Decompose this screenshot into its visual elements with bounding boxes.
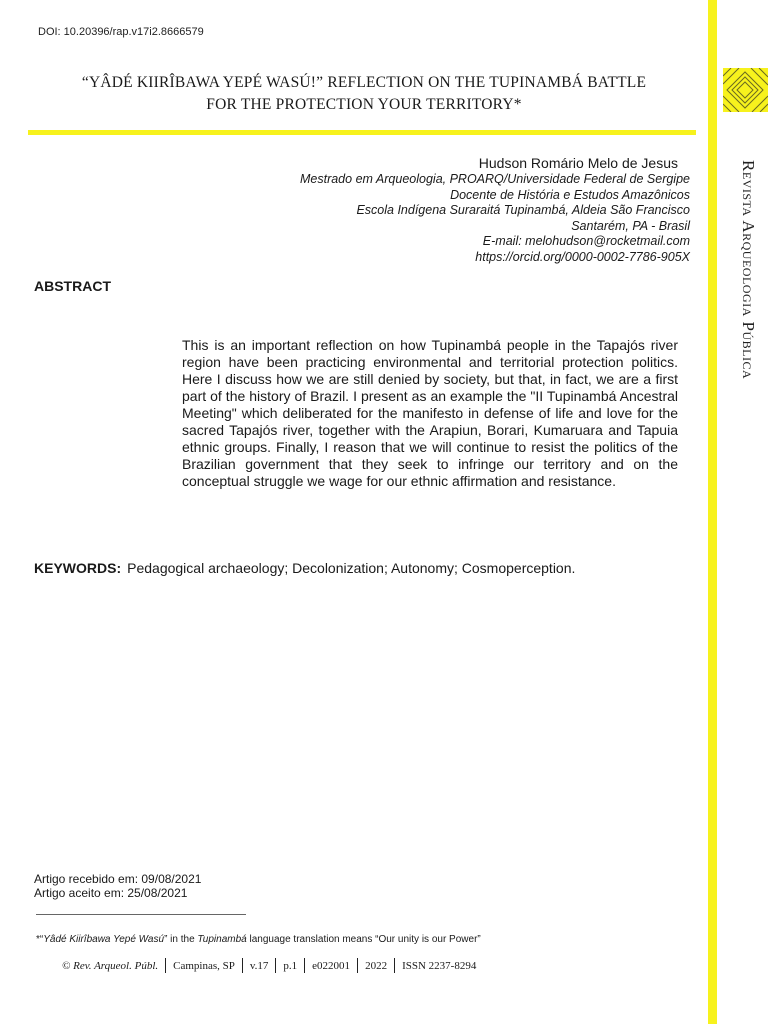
- footnote: [36, 934, 481, 945]
- footer-page: p.1: [283, 959, 298, 972]
- doi-line: DOI: 10.20396/rap.v17i2.8666579: [38, 26, 204, 38]
- author-name: Hudson Romário Melo de Jesus: [478, 155, 678, 171]
- footnote-rest: language translation means “Our unity is our Power”: [246, 934, 481, 945]
- footer-separator: [165, 958, 166, 973]
- abstract-heading: ABSTRACT: [34, 278, 111, 294]
- footer-separator: [357, 958, 358, 973]
- page-footer: [62, 958, 476, 973]
- title-line-2: FOR THE PROTECTION YOUR TERRITORY*: [206, 96, 522, 113]
- author-email[interactable]: E-mail: melohudson@rocketmail.com: [482, 234, 690, 248]
- title-line-1: “YÂDÉ KIIRÎBAWA YEPÉ WASÚ!” REFLECTION ON THE TUPINAMBÁ BATTLE: [81, 74, 647, 91]
- article-title: [34, 72, 694, 116]
- keywords-label: KEYWORDS:: [34, 560, 122, 576]
- article-dates: [34, 873, 201, 900]
- footer-citation: © Rev. Arqueol. Públ.: [62, 959, 159, 972]
- footnote-language: Tupinambá: [197, 934, 247, 945]
- footer-separator: [394, 958, 395, 973]
- journal-logo: [723, 68, 768, 112]
- side-accent-bar: [708, 0, 717, 1024]
- author-orcid-link[interactable]: https://orcid.org/0000-0002-7786-905X: [475, 249, 690, 264]
- footnote-mark: *“: [36, 934, 44, 945]
- footer-separator: [275, 958, 276, 973]
- keywords: [34, 560, 575, 576]
- title-underline: [28, 130, 696, 135]
- accepted-date: Artigo aceito em: 25/08/2021: [34, 885, 188, 900]
- footer-separator: [242, 958, 243, 973]
- author-block: [300, 154, 690, 265]
- abstract-text: This is an important reflection on how Tupinambá people in the Tapajós river region have been practicing environmental and territorial protection politics. Here I discuss how we are still denied by society, but that, in fact, we are a first part of the history of Brazil. I present as an example the "II Tupinambá Ancestral Meeting" which deliberated for the manifesto in defense of life and love for the sacred Tapajós river, together with the Arapiun, Borari, Kumaruara and Tapuia ethnic groups. Finally, I reason that we will continue to resist the politics of the Brazilian government that they seek to infringe our territory and on the conceptual struggle we wage for our ethnic affirmation and resistance.: [182, 337, 678, 489]
- affiliation-line: Santarém, PA - Brasil: [571, 218, 690, 233]
- affiliation-line: Escola Indígena Suraraitá Tupinambá, Aldeia São Francisco: [356, 203, 690, 217]
- footnote-middle: ” in the: [164, 934, 198, 945]
- journal-name-vertical: Revista Arqueologia Pública: [739, 160, 758, 380]
- footer-year: 2022: [365, 959, 388, 972]
- footer-volume: v.17: [249, 959, 269, 972]
- keywords-text: Pedagogical archaeology; Decolonization; Autonomy; Cosmoperception.: [127, 560, 576, 576]
- footer-separator: [304, 958, 305, 973]
- affiliation-line: Docente de História e Estudos Amazônicos: [450, 187, 690, 202]
- footer-article: e022001: [312, 959, 351, 972]
- footnote-divider: [36, 914, 246, 915]
- received-date: Artigo recebido em: 09/08/2021: [34, 872, 202, 886]
- footnote-phrase: Yâdé Kiirîbawa Yepé Wasú: [43, 934, 165, 945]
- affiliation-line: Mestrado em Arqueologia, PROARQ/Universidade Federal de Sergipe: [299, 172, 690, 186]
- footer-issn: ISSN 2237-8294: [402, 959, 477, 972]
- footer-place: Campinas, SP: [173, 959, 235, 972]
